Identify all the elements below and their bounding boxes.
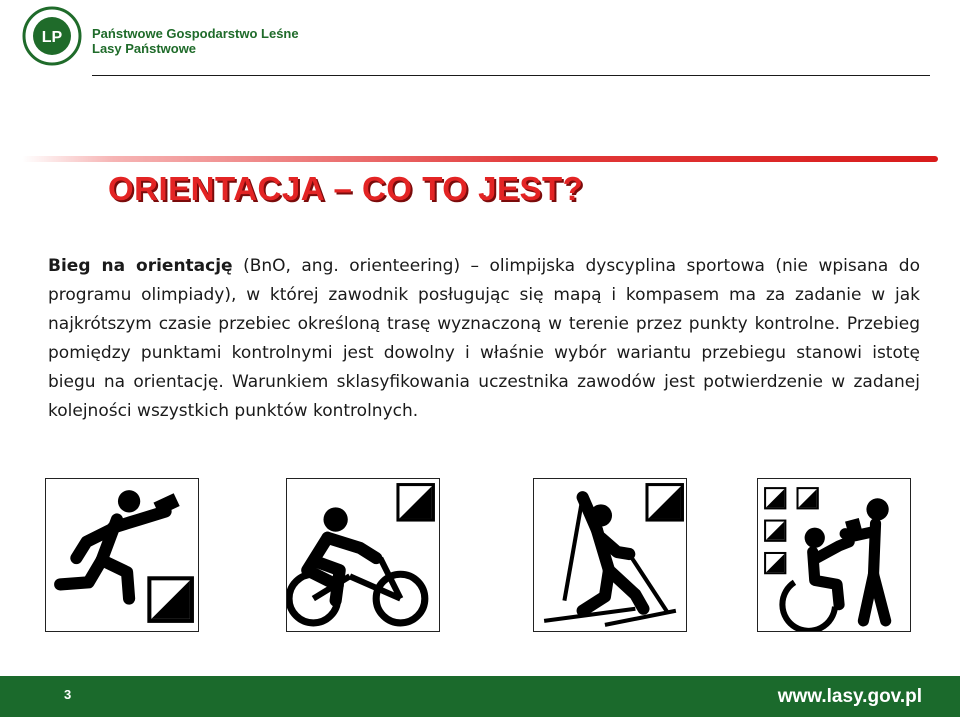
footer-bar xyxy=(0,676,960,717)
trail-orienteering-icon xyxy=(757,478,911,632)
title-accent-band xyxy=(22,156,938,162)
slide-title: ORIENTACJA – CO TO JEST? xyxy=(108,170,584,207)
mtb-orienteering-icon xyxy=(286,478,440,632)
organization-name xyxy=(92,26,299,56)
logo-emblem-icon xyxy=(22,6,82,66)
foot-orienteering-icon xyxy=(45,478,199,632)
definition-text: (BnO, ang. orienteering) – olimpijska dyscyplina sportowa (nie wpisana do programu olimpiady), w której zawodnik posługując się mapą i kompasem ma za zadanie w jak najkrótszym czasie przebiec określoną trasę wyznaczoną w terenie przez punkty kontrolne. Przebieg pomiędzy punktami kontrolnymi jest dowolny i właśnie wybór wariantu przebiegu stanowi istotę biegu na orientację. Warunkiem sklasyfikowania uczestnika zawodów jest potwierdzenie w zadanej kolejności wszystkich punktów kontrolnych. xyxy=(48,256,920,421)
org-name-line2: Lasy Państwowe xyxy=(92,41,197,56)
website-link[interactable]: www.lasy.gov.pl xyxy=(777,686,922,707)
org-name-line1: Państwowe Gospodarstwo Leśne xyxy=(92,26,299,41)
definition-paragraph xyxy=(48,252,920,426)
header-divider xyxy=(92,75,930,76)
page-number: 3 xyxy=(64,687,72,702)
logo-letters: LP xyxy=(41,29,63,46)
lasy-panstwowe-logo xyxy=(22,6,82,66)
term-bold: Bieg na orientację xyxy=(48,256,233,276)
ski-orienteering-icon xyxy=(533,478,687,632)
discipline-pictograms xyxy=(0,478,960,644)
